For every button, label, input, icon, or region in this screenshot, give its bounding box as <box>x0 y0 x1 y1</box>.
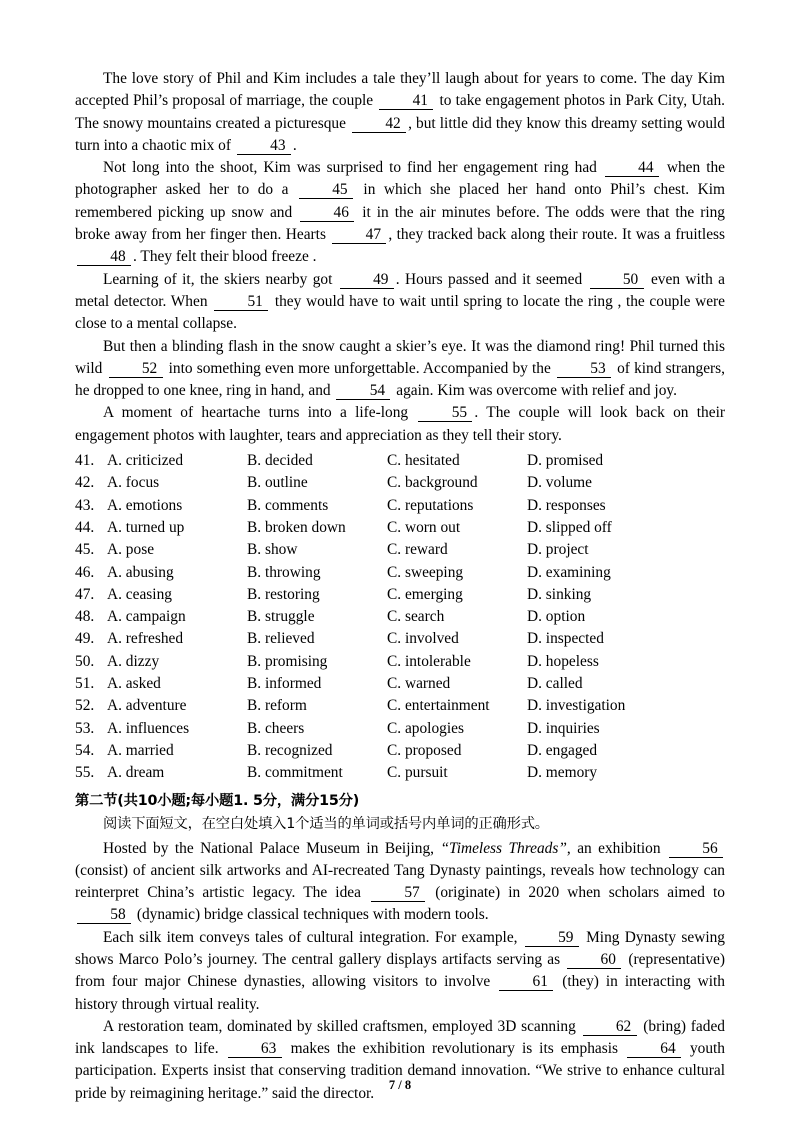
fill-in-blank-47[interactable]: 47 <box>332 226 386 244</box>
mc-question-row <box>75 628 725 650</box>
mc-question-number: 43. <box>75 496 95 514</box>
passage-paragraph <box>75 402 725 447</box>
fill-in-blank-60[interactable]: 60 <box>567 951 621 969</box>
mc-option-B[interactable]: B. recognized <box>247 741 333 759</box>
mc-option-C[interactable]: C. hesitated <box>387 452 460 470</box>
mc-option-C[interactable]: C. reputations <box>387 496 474 514</box>
mc-question-row <box>75 606 725 628</box>
grammar-fill-passage <box>75 838 725 1106</box>
passage-text: youth participation. Experts insist that conserving tradition demand innovation. “We strive to enhance cultural pride by reimagining heritage.” said the director. <box>75 1040 726 1102</box>
passage-text: . <box>292 136 297 154</box>
passage-text: even with a metal detector. When <box>75 270 725 310</box>
mc-option-A[interactable]: A. criticized <box>107 452 184 470</box>
passage-text: Not long into the shoot, Kim was surprised to find her engagement ring had <box>103 159 603 177</box>
mc-option-C[interactable]: C. reward <box>387 541 448 559</box>
fill-in-blank-54[interactable]: 54 <box>336 382 390 400</box>
passage-text: . The couple will look back on their engagement photos with laughter, tears and appreciation as they tell their story. <box>75 404 725 444</box>
passage-paragraph <box>75 838 725 927</box>
passage-text: , but little did they know this dreamy setting would turn into a chaotic mix of <box>75 114 725 154</box>
mc-option-A[interactable]: A. turned up <box>107 518 185 536</box>
mc-option-B[interactable]: B. throwing <box>247 563 321 581</box>
fill-in-blank-49[interactable]: 49 <box>340 271 394 289</box>
section-two-instruction: 阅读下面短文，在空白处填入1个适当的单词或括号内单词的正确形式。 <box>103 815 549 832</box>
mc-option-A[interactable]: A. emotions <box>107 496 183 514</box>
mc-option-A[interactable]: A. dream <box>107 764 165 782</box>
passage-text: , an exhibition <box>566 839 667 857</box>
passage-text: of kind strangers, he dropped to one knee, ring in hand, and <box>75 359 725 400</box>
mc-option-C[interactable]: C. search <box>387 608 445 626</box>
mc-question-row <box>75 584 725 606</box>
exhibition-title: “Timeless Threads” <box>440 839 567 857</box>
fill-in-blank-63[interactable]: 63 <box>228 1040 282 1058</box>
fill-in-blank-41[interactable]: 41 <box>379 92 433 110</box>
mc-option-C[interactable]: C. pursuit <box>387 764 448 782</box>
mc-question-number: 48. <box>75 608 95 626</box>
passage-text: to take engagement photos in Park City, Utah. The snowy mountains created a picturesque <box>75 92 725 132</box>
passage-text: , they tracked back along their route. It was a fruitless <box>388 226 725 244</box>
fill-in-blank-62[interactable]: 62 <box>583 1018 637 1036</box>
passage-text: Ming Dynasty sewing shows Marco Polo’s journey. The central gallery displays artifacts serving as <box>75 928 725 968</box>
passage-text: Each silk item conveys tales of cultural integration. For example, <box>103 928 523 946</box>
mc-option-B[interactable]: B. show <box>247 541 298 559</box>
mc-option-B[interactable]: B. restoring <box>247 585 320 603</box>
mc-question-row <box>75 651 725 673</box>
mc-option-A[interactable]: A. dizzy <box>107 652 160 670</box>
mc-question-number: 45. <box>75 541 95 559</box>
mc-question-row <box>75 740 725 762</box>
passage-text: makes the exhibition revolutionary is its emphasis <box>283 1040 625 1058</box>
mc-question-row <box>75 517 725 539</box>
fill-in-blank-42[interactable]: 42 <box>352 115 406 133</box>
passage-text: when the photographer asked her to do a <box>75 159 725 199</box>
mc-option-A[interactable]: A. focus <box>107 474 160 492</box>
passage-text: (originate) in 2020 when scholars aimed to <box>427 884 726 902</box>
mc-option-D[interactable]: D. slipped off <box>527 518 612 536</box>
mc-option-A[interactable]: A. campaign <box>107 608 186 626</box>
mc-option-C[interactable]: C. sweeping <box>387 563 464 581</box>
mc-question-number: 44. <box>75 518 95 536</box>
mc-question-number: 51. <box>75 675 95 693</box>
passage-text: A restoration team, dominated by skilled craftsmen, employed 3D scanning <box>103 1017 581 1035</box>
fill-in-blank-53[interactable]: 53 <box>557 360 611 378</box>
mc-option-C[interactable]: C. proposed <box>387 741 462 759</box>
mc-question-number: 41. <box>75 452 95 470</box>
passage-paragraph <box>75 157 725 268</box>
mc-option-C[interactable]: C. emerging <box>387 585 463 603</box>
mc-option-D[interactable]: D. inspected <box>527 630 604 648</box>
mc-option-A[interactable]: A. ceasing <box>107 585 172 603</box>
section-two-heading: 第二节(共10小题;每小题1. 5分，满分15分) <box>75 792 360 809</box>
mc-question-row <box>75 539 725 561</box>
mc-option-B[interactable]: B. broken down <box>247 518 346 536</box>
passage-paragraph <box>75 68 725 157</box>
mc-option-A[interactable]: A. married <box>107 741 174 759</box>
passage-text: Hosted by the National Palace Museum in Beijing, <box>103 839 441 857</box>
mc-option-D[interactable]: D. promised <box>527 452 604 470</box>
mc-question-number: 49. <box>75 630 95 648</box>
mc-option-A[interactable]: A. adventure <box>107 697 187 715</box>
mc-option-D[interactable]: D. investigation <box>527 697 626 715</box>
mc-question-row <box>75 562 725 584</box>
mc-option-C[interactable]: C. warned <box>387 675 451 693</box>
mc-option-D[interactable]: D. responses <box>527 496 606 514</box>
mc-option-C[interactable]: C. background <box>387 474 478 492</box>
passage-text: (bring) faded ink landscapes to life. <box>75 1017 725 1058</box>
mc-question-row <box>75 762 725 784</box>
page-content <box>75 68 725 1105</box>
mc-option-B[interactable]: B. outline <box>247 474 308 492</box>
mc-option-D[interactable]: D. examining <box>527 563 611 581</box>
mc-option-D[interactable]: D. engaged <box>527 741 598 759</box>
fill-in-blank-55[interactable]: 55 <box>418 404 472 422</box>
fill-in-blank-45[interactable]: 45 <box>299 181 353 199</box>
mc-option-C[interactable]: C. intolerable <box>387 652 471 670</box>
fill-in-blank-48[interactable]: 48 <box>77 248 131 266</box>
passage-text: . They felt their blood freeze . <box>133 248 317 266</box>
mc-option-B[interactable]: B. reform <box>247 697 307 715</box>
fill-in-blank-52[interactable]: 52 <box>109 360 163 378</box>
mc-question-number: 52. <box>75 697 95 715</box>
passage-text: (representative) from four major Chinese dynasties, allowing visitors to involve <box>75 950 725 991</box>
mc-option-C[interactable]: C. worn out <box>387 518 461 536</box>
mc-option-B[interactable]: B. informed <box>247 675 322 693</box>
page-number-footer: 7 / 8 <box>388 1078 412 1092</box>
fill-in-blank-56[interactable]: 56 <box>669 840 723 858</box>
mc-option-C[interactable]: C. apologies <box>387 719 464 737</box>
mc-option-A[interactable]: A. influences <box>107 719 190 737</box>
passage-text: . Hours passed and it seemed <box>395 270 588 288</box>
mc-option-A[interactable]: A. abusing <box>107 563 174 581</box>
mc-question-number: 46. <box>75 563 95 581</box>
mc-question-row <box>75 472 725 494</box>
mc-option-D[interactable]: D. hopeless <box>527 652 599 670</box>
multiple-choice-list <box>75 450 725 784</box>
mc-question-row <box>75 495 725 517</box>
mc-option-D[interactable]: D. sinking <box>527 585 592 603</box>
mc-option-B[interactable]: B. comments <box>247 496 329 514</box>
passage-text: (consist) of ancient silk artworks and AI-recreated Tang Dynasty paintings, reveals how technology can reinterpret China’s artistic legacy. The idea <box>75 861 725 902</box>
mc-question-number: 54. <box>75 741 95 759</box>
passage-paragraph <box>75 927 725 1016</box>
mc-option-D[interactable]: D. called <box>527 675 583 693</box>
mc-option-D[interactable]: D. memory <box>527 764 598 782</box>
passage-text: A moment of heartache turns into a life-long <box>103 404 417 422</box>
mc-option-A[interactable]: A. refreshed <box>107 630 184 648</box>
passage-text: into something even more unforgettable. Accompanied by the <box>164 359 555 377</box>
fill-in-blank-64[interactable]: 64 <box>627 1040 681 1058</box>
fill-in-blank-43[interactable]: 43 <box>237 137 291 155</box>
mc-question-number: 53. <box>75 719 95 737</box>
mc-option-B[interactable]: B. commitment <box>247 764 343 782</box>
passage-text: But then a blinding flash in the snow caught a skier’s eye. It was the diamond ring! Phil turned this wild <box>75 337 725 377</box>
passage-text: in which she placed her hand onto Phil’s chest. Kim remembered picking up snow and <box>75 181 726 221</box>
fill-in-blank-51[interactable]: 51 <box>214 293 268 311</box>
fill-in-blank-50[interactable]: 50 <box>590 271 644 289</box>
mc-question-row <box>75 695 725 717</box>
mc-question-row <box>75 450 725 472</box>
passage-text: (they) in interacting with history through virtual reality. <box>75 973 725 1013</box>
passage-text: again. Kim was overcome with relief and joy. <box>392 382 677 400</box>
mc-question-row <box>75 673 725 695</box>
fill-in-blank-61[interactable]: 61 <box>499 973 553 991</box>
passage-text: The love story of Phil and Kim includes a tale they’ll laugh about for years to come. The day Kim accepted Phil’s proposal of marriage, the couple <box>75 70 725 110</box>
mc-question-number: 50. <box>75 652 95 670</box>
fill-in-blank-58[interactable]: 58 <box>77 906 131 924</box>
mc-option-B[interactable]: B. relieved <box>247 630 315 648</box>
mc-option-D[interactable]: D. option <box>527 608 586 626</box>
mc-option-A[interactable]: A. pose <box>107 541 155 559</box>
mc-option-D[interactable]: D. inquiries <box>527 719 600 737</box>
passage-text: Learning of it, the skiers nearby got <box>103 270 338 288</box>
mc-question-number: 42. <box>75 474 95 492</box>
mc-option-B[interactable]: B. struggle <box>247 608 315 626</box>
mc-option-B[interactable]: B. promising <box>247 652 328 670</box>
mc-option-C[interactable]: C. involved <box>387 630 459 648</box>
fill-in-blank-59[interactable]: 59 <box>525 929 579 947</box>
mc-option-A[interactable]: A. asked <box>107 675 161 693</box>
mc-option-B[interactable]: B. decided <box>247 452 313 470</box>
mc-option-C[interactable]: C. entertainment <box>387 697 490 715</box>
mc-question-number: 47. <box>75 585 95 603</box>
mc-question-row <box>75 718 725 740</box>
mc-option-D[interactable]: D. project <box>527 541 589 559</box>
passage-paragraph <box>75 269 725 336</box>
passage-text: it in the air minutes before. The odds were that the ring broke away from her finger then. Hearts <box>75 203 725 244</box>
cloze-passage <box>75 68 725 447</box>
mc-question-number: 55. <box>75 764 95 782</box>
fill-in-blank-57[interactable]: 57 <box>371 884 425 902</box>
mc-option-D[interactable]: D. volume <box>527 474 592 492</box>
passage-text: (dynamic) bridge classical techniques with modern tools. <box>133 906 489 924</box>
fill-in-blank-46[interactable]: 46 <box>300 204 354 222</box>
passage-text: they would have to wait until spring to locate the ring , the couple were close to a mental collapse. <box>75 292 725 333</box>
passage-paragraph <box>75 336 725 403</box>
fill-in-blank-44[interactable]: 44 <box>605 159 659 177</box>
mc-option-B[interactable]: B. cheers <box>247 719 305 737</box>
